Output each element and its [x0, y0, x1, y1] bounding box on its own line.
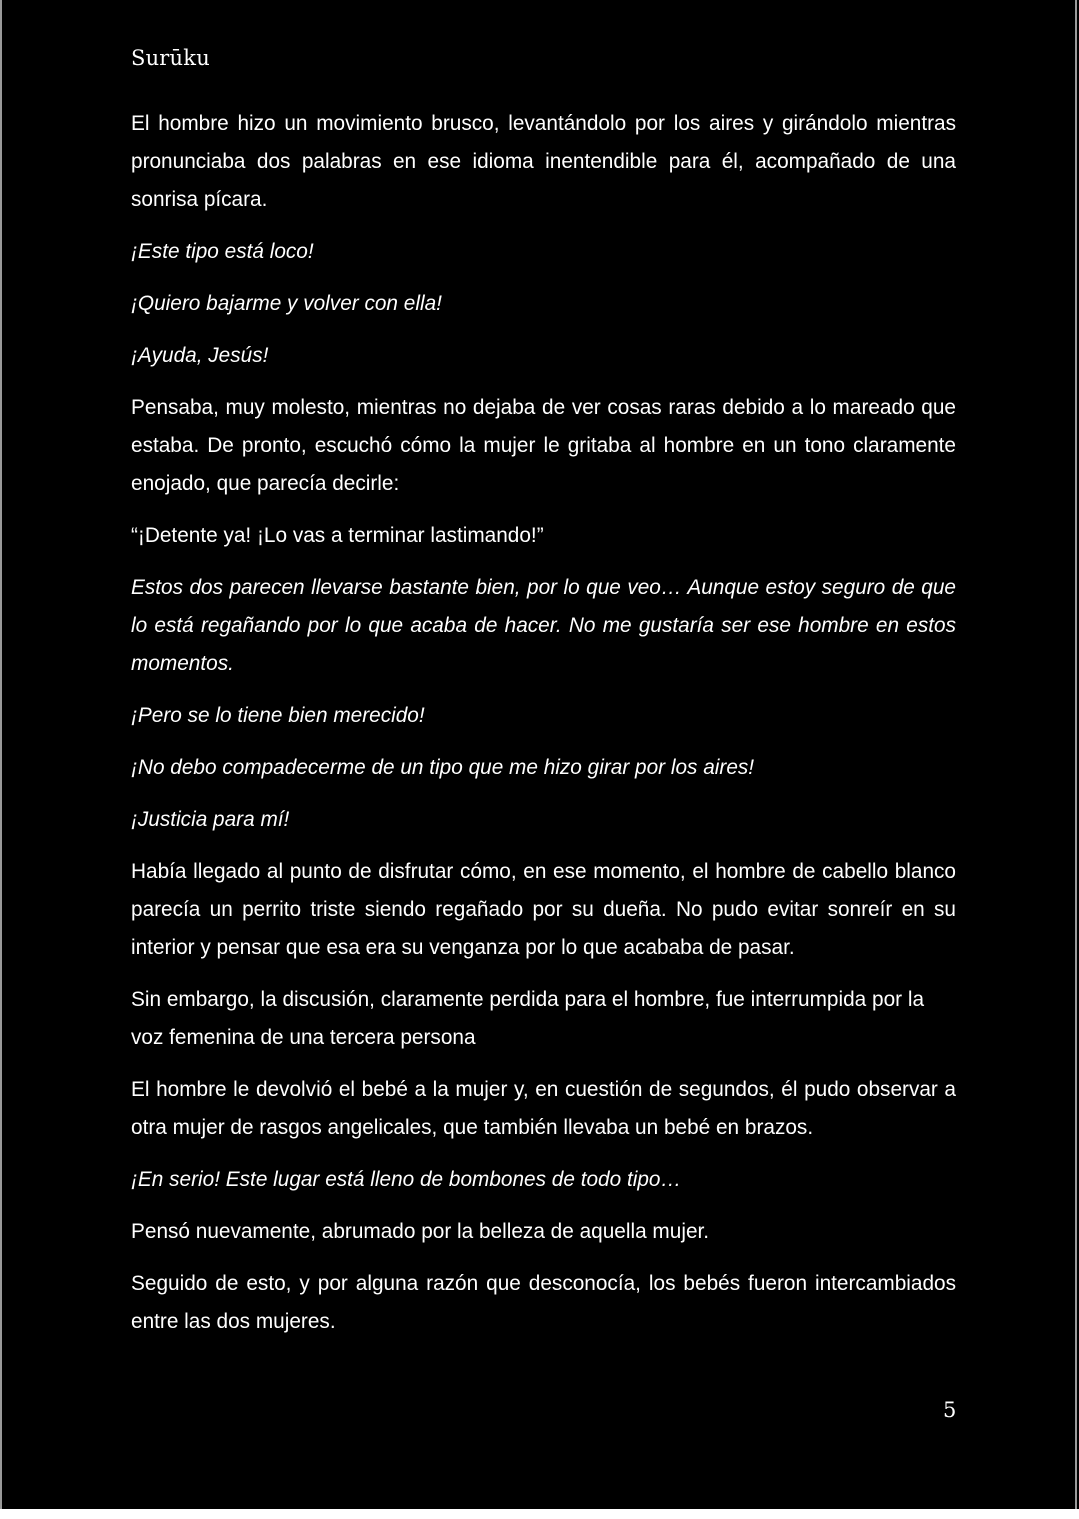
body-text [131, 105, 956, 1355]
page-bottom-edge [0, 1509, 1079, 1519]
paragraph: Pensaba, muy molesto, mientras no dejaba de ver cosas raras debido a lo mareado que estaba. De pronto, escuchó cómo la mujer le gritaba al hombre en un tono claramente enojado, que parecía decirle: [131, 396, 956, 495]
paragraph-italic: ¡Ayuda, Jesús! [131, 344, 269, 367]
paragraph: El hombre hizo un movimiento brusco, levantándolo por los aires y girándolo mientras pronunciaba dos palabras en ese idioma inentendible para él, acompañado de una sonrisa pícara. [131, 112, 956, 211]
paragraph: Pensó nuevamente, abrumado por la belleza de aquella mujer. [131, 1220, 710, 1243]
paragraph-quote: “¡Detente ya! ¡Lo vas a terminar lastimando!” [131, 524, 544, 547]
paragraph-italic: ¡Este tipo está loco! [131, 240, 314, 263]
paragraph-italic: ¡En serio! Este lugar está lleno de bombones de todo tipo… [131, 1168, 682, 1191]
paragraph: Había llegado al punto de disfrutar cómo, en ese momento, el hombre de cabello blanco parecía un perrito triste siendo regañado por su dueña. No pudo evitar sonreír en su interior y pensar que esa era su venganza por lo que acababa de pasar. [131, 860, 956, 959]
paragraph: Sin embargo, la discusión, claramente perdida para el hombre, fue interrumpida por la voz femenina de una tercera persona [131, 988, 925, 1049]
paragraph: Seguido de esto, y por alguna razón que desconocía, los bebés fueron intercambiados entre las dos mujeres. [131, 1272, 956, 1333]
paragraph-italic: ¡Quiero bajarme y volver con ella! [131, 292, 442, 315]
paragraph-italic: ¡No debo compadecerme de un tipo que me hizo girar por los aires! [131, 756, 755, 779]
running-header-title: Surūku [131, 46, 210, 70]
paragraph-italic: ¡Justicia para mí! [131, 808, 290, 831]
paragraph: El hombre le devolvió el bebé a la mujer y, en cuestión de segundos, él pudo observar a otra mujer de rasgos angelicales, que también llevaba un bebé en brazos. [131, 1078, 956, 1139]
paragraph-italic: ¡Pero se lo tiene bien merecido! [131, 704, 425, 727]
paragraph-italic: Estos dos parecen llevarse bastante bien, por lo que veo… Aunque estoy seguro de que lo está regañando por lo que acaba de hacer. No me gustaría ser ese hombre en estos momentos. [131, 576, 956, 675]
page-number: 5 [943, 1398, 957, 1422]
